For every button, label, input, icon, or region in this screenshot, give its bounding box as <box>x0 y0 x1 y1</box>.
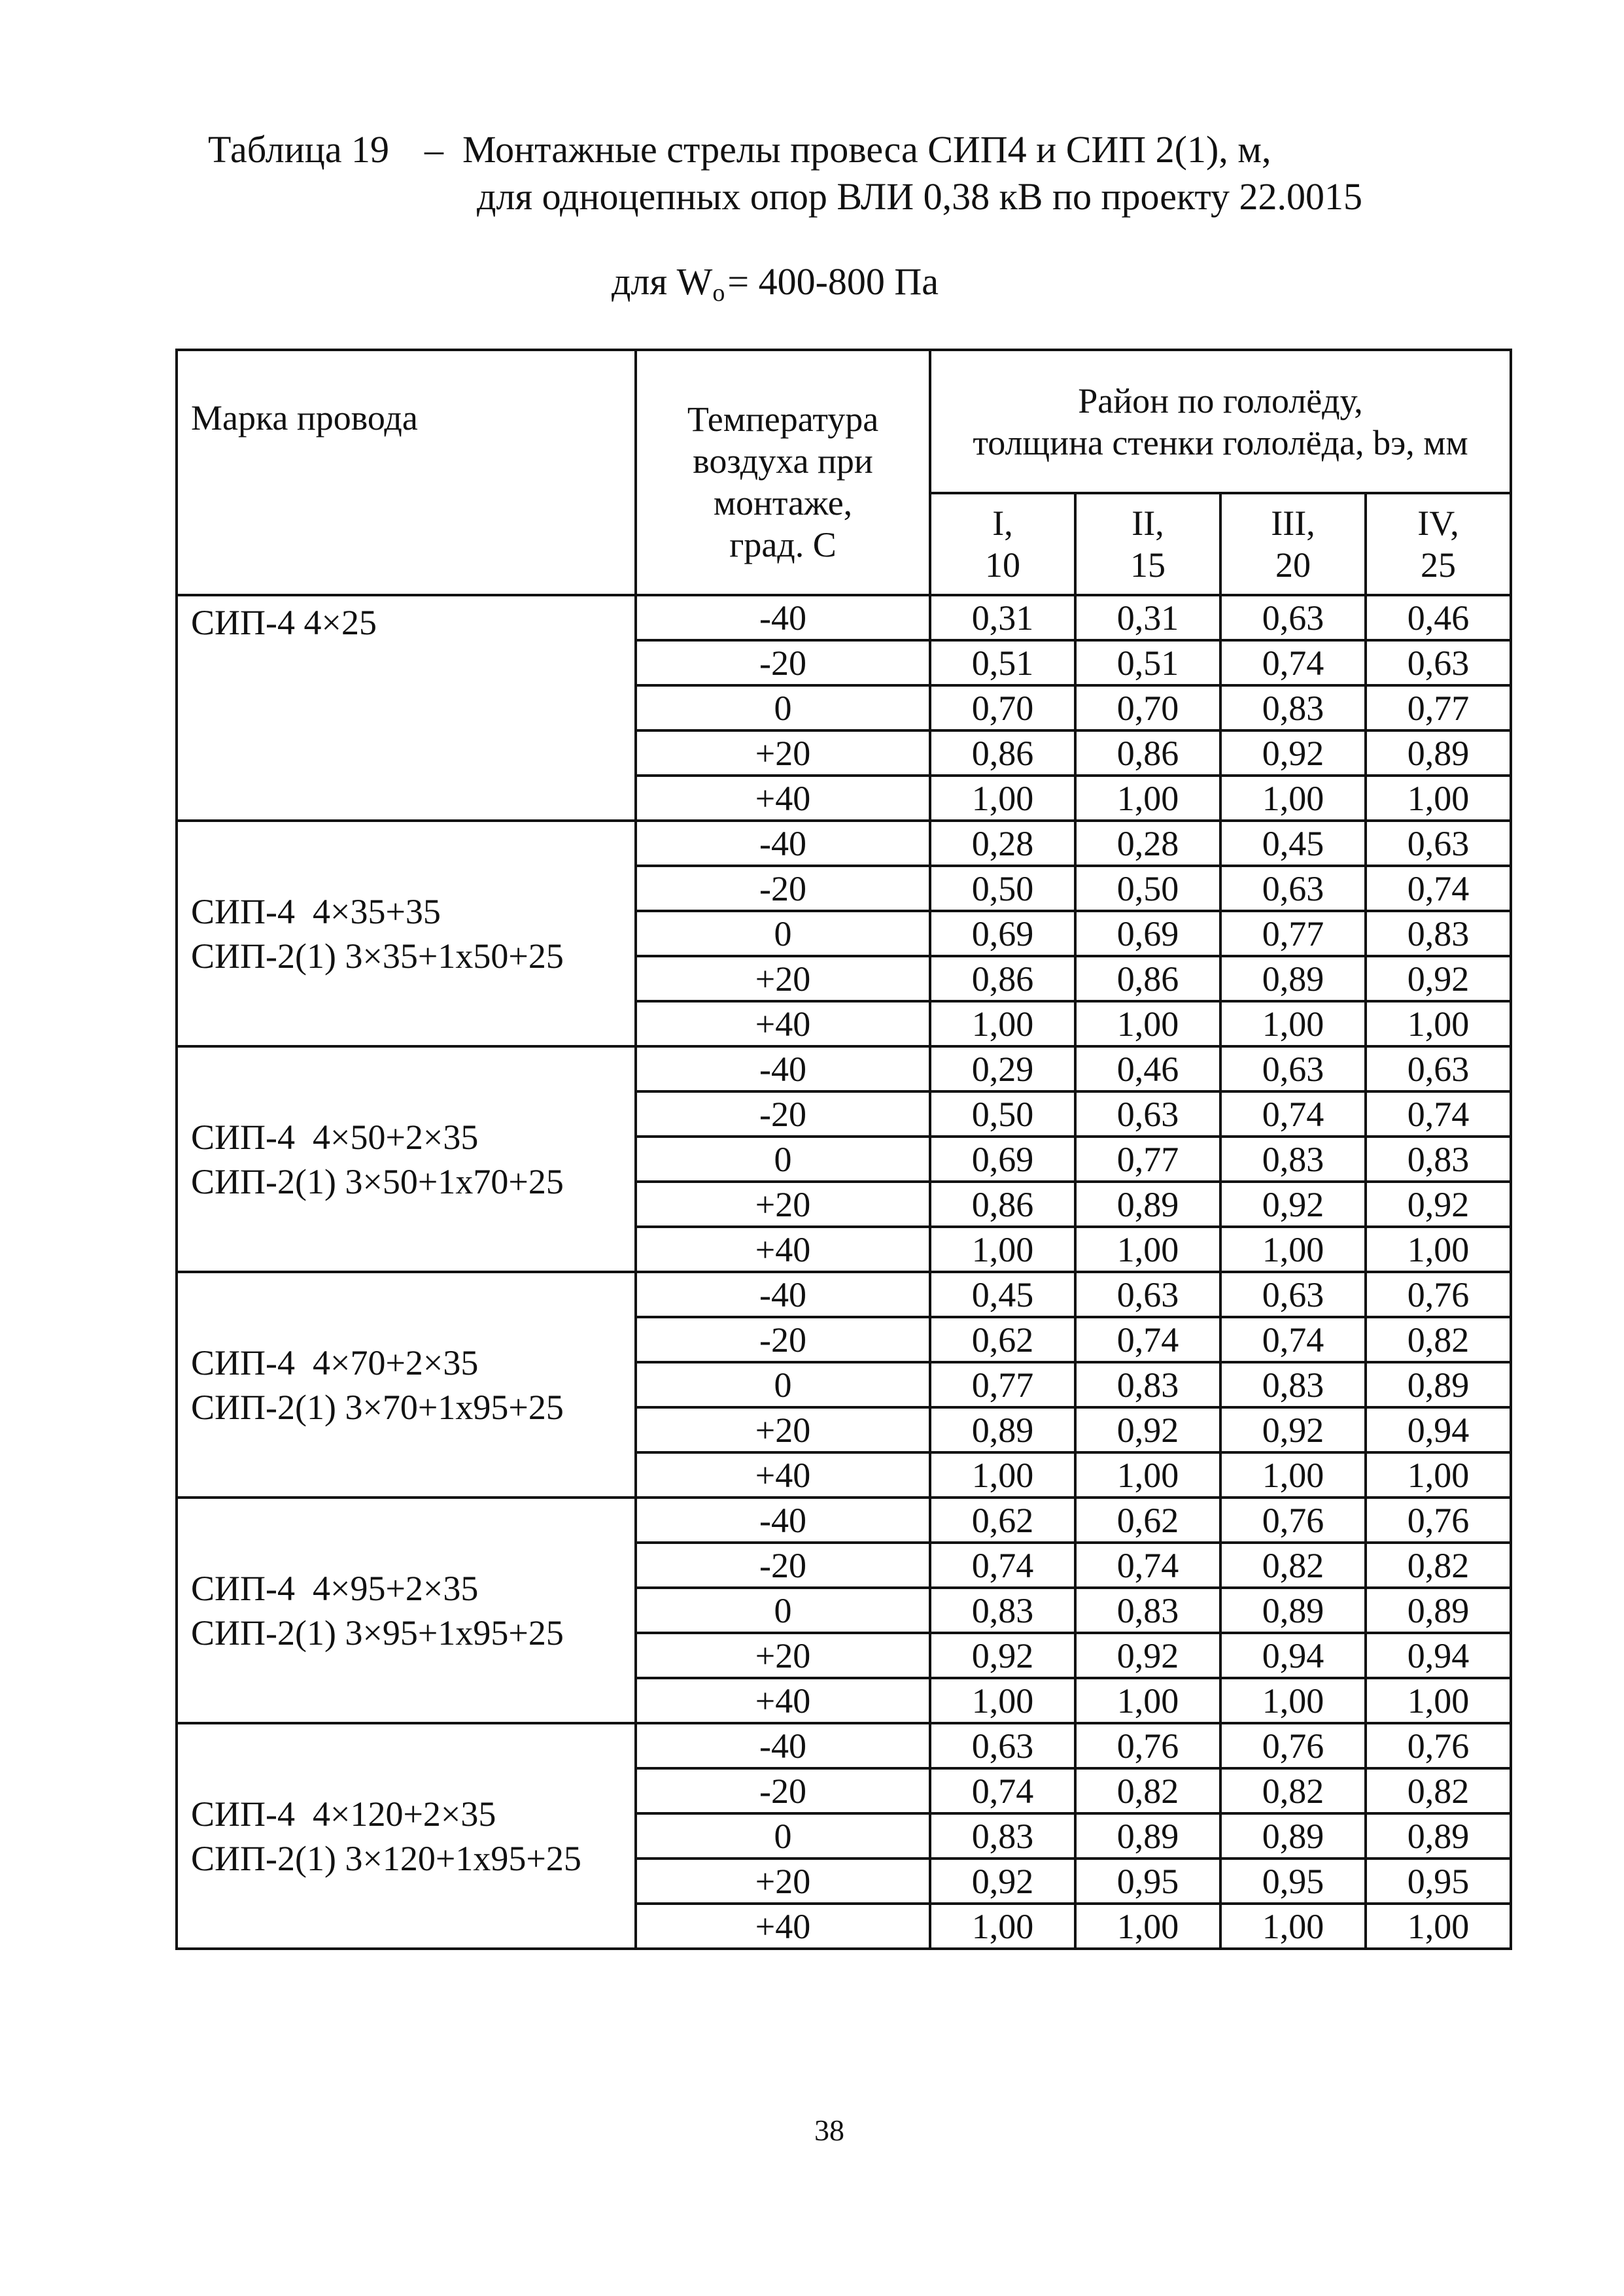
zone-thickness: 25 <box>1421 545 1456 585</box>
temperature-cell: 0 <box>636 1813 930 1859</box>
sag-value-cell: 1,00 <box>930 776 1075 821</box>
sag-value-cell: 0,92 <box>1366 956 1511 1001</box>
sag-value-cell: 0,63 <box>1366 640 1511 685</box>
header-temperature-line: Температура <box>687 400 879 439</box>
sag-value-cell: 0,89 <box>1366 1813 1511 1859</box>
sag-value-cell: 0,89 <box>1220 1588 1366 1633</box>
sag-value-cell: 0,83 <box>1075 1588 1220 1633</box>
sag-value-cell: 0,63 <box>1220 866 1366 911</box>
sag-value-cell: 0,89 <box>1366 1362 1511 1407</box>
header-ice-region <box>930 350 1511 493</box>
sag-value-cell: 0,92 <box>1075 1407 1220 1452</box>
wire-mark-line: СИП-4 4×95+2×35 <box>191 1568 479 1608</box>
temperature-cell: -40 <box>636 595 930 640</box>
temperature-cell: -40 <box>636 1046 930 1091</box>
sag-value-cell: 1,00 <box>1366 776 1511 821</box>
zone-thickness: 20 <box>1275 545 1311 585</box>
sag-value-cell: 1,00 <box>1366 1904 1511 1949</box>
table-row <box>177 595 1511 640</box>
sag-table <box>175 349 1512 1950</box>
sag-value-cell: 0,76 <box>1366 1272 1511 1317</box>
sag-value-cell: 0,82 <box>1366 1768 1511 1813</box>
header-temperature <box>636 350 930 595</box>
temperature-cell: +40 <box>636 776 930 821</box>
temperature-cell: -20 <box>636 1091 930 1137</box>
sag-value-cell: 0,50 <box>930 1091 1075 1137</box>
sag-value-cell: 1,00 <box>1075 1452 1220 1498</box>
sag-value-cell: 1,00 <box>1075 1678 1220 1723</box>
table-row <box>177 1272 1511 1317</box>
sag-value-cell: 0,63 <box>1075 1091 1220 1137</box>
zone-roman: IV, <box>1417 504 1459 543</box>
wire-mark-line: СИП-4 4×50+2×35 <box>191 1117 479 1157</box>
wire-mark-line: СИП-4 4×35+35 <box>191 891 441 931</box>
sag-value-cell: 0,86 <box>930 730 1075 776</box>
header-temperature-line: монтаже, <box>713 483 853 523</box>
sag-value-cell: 0,82 <box>1366 1317 1511 1362</box>
sag-value-cell: 0,74 <box>1220 640 1366 685</box>
sag-value-cell: 0,92 <box>1075 1633 1220 1678</box>
temperature-cell: +20 <box>636 956 930 1001</box>
table-body <box>177 595 1511 1949</box>
header-zone-2 <box>1075 493 1220 595</box>
sag-value-cell: 0,69 <box>930 911 1075 956</box>
temperature-cell: +20 <box>636 1859 930 1904</box>
sag-value-cell: 0,74 <box>1075 1543 1220 1588</box>
temperature-cell: -20 <box>636 1317 930 1362</box>
sag-value-cell: 0,74 <box>930 1768 1075 1813</box>
sag-value-cell: 0,86 <box>930 1182 1075 1227</box>
subtitle-suffix: = 400-800 Па <box>727 260 939 303</box>
temperature-cell: 0 <box>636 1588 930 1633</box>
sag-value-cell: 0,74 <box>930 1543 1075 1588</box>
sag-value-cell: 0,31 <box>930 595 1075 640</box>
sag-value-cell: 0,28 <box>1075 821 1220 866</box>
sag-value-cell: 1,00 <box>1220 1001 1366 1046</box>
caption-title: Монтажные стрелы провеса СИП4 и СИП 2(1), м, <box>462 128 1271 171</box>
sag-value-cell: 0,94 <box>1366 1407 1511 1452</box>
wire-mark-line: СИП-2(1) 3×50+1х70+25 <box>191 1161 564 1201</box>
sag-value-cell: 1,00 <box>1075 1227 1220 1272</box>
sag-value-cell: 0,76 <box>1075 1723 1220 1768</box>
wire-mark-cell <box>177 1272 636 1498</box>
sag-value-cell: 0,94 <box>1366 1633 1511 1678</box>
wire-mark-line: СИП-2(1) 3×70+1х95+25 <box>191 1387 564 1427</box>
sag-value-cell: 0,63 <box>1220 1272 1366 1317</box>
sag-value-cell: 0,74 <box>1366 866 1511 911</box>
sag-value-cell: 0,95 <box>1366 1859 1511 1904</box>
sag-value-cell: 0,51 <box>930 640 1075 685</box>
sag-value-cell: 1,00 <box>930 1452 1075 1498</box>
temperature-cell: -40 <box>636 1498 930 1543</box>
wind-pressure-subtitle <box>612 258 939 317</box>
temperature-cell: +40 <box>636 1227 930 1272</box>
sag-value-cell: 1,00 <box>930 1678 1075 1723</box>
wire-mark-line: СИП-2(1) 3×35+1х50+25 <box>191 936 564 976</box>
sag-value-cell: 0,82 <box>1220 1768 1366 1813</box>
temperature-cell: 0 <box>636 1362 930 1407</box>
sag-value-cell: 0,51 <box>1075 640 1220 685</box>
header-zone-4 <box>1366 493 1511 595</box>
sag-value-cell: 0,83 <box>1220 685 1366 730</box>
temperature-cell: -20 <box>636 1543 930 1588</box>
temperature-cell: -20 <box>636 1768 930 1813</box>
subtitle-prefix: для W <box>612 260 713 303</box>
sag-value-cell: 0,89 <box>1220 1813 1366 1859</box>
sag-value-cell: 0,69 <box>930 1137 1075 1182</box>
sag-value-cell: 0,83 <box>1220 1137 1366 1182</box>
temperature-cell: +40 <box>636 1904 930 1949</box>
sag-value-cell: 0,92 <box>930 1633 1075 1678</box>
zone-roman: I, <box>992 504 1013 543</box>
temperature-cell: +20 <box>636 730 930 776</box>
sag-value-cell: 0,45 <box>1220 821 1366 866</box>
sag-value-cell: 0,45 <box>930 1272 1075 1317</box>
sag-value-cell: 0,63 <box>930 1723 1075 1768</box>
sag-value-cell: 1,00 <box>1366 1001 1511 1046</box>
temperature-cell: -40 <box>636 821 930 866</box>
temperature-cell: -40 <box>636 1272 930 1317</box>
temperature-cell: +20 <box>636 1407 930 1452</box>
sag-value-cell: 1,00 <box>1220 1678 1366 1723</box>
zone-thickness: 10 <box>985 545 1020 585</box>
sag-value-cell: 0,89 <box>1366 1588 1511 1633</box>
sag-value-cell: 0,89 <box>1075 1813 1220 1859</box>
header-region-line: толщина стенки гололёда, bэ, мм <box>973 422 1468 462</box>
caption-label: Таблица 19 <box>208 128 390 171</box>
sag-value-cell: 0,95 <box>1075 1859 1220 1904</box>
caption-line-1 <box>208 126 1362 173</box>
caption-line-2: для одноцепных опор ВЛИ 0,38 кВ по проекту 22.0015 <box>477 175 1362 218</box>
temperature-cell: +40 <box>636 1452 930 1498</box>
header-wire-mark: Марка провода <box>177 350 636 595</box>
sag-value-cell: 0,63 <box>1366 821 1511 866</box>
sag-value-cell: 0,83 <box>1366 911 1511 956</box>
caption-dash: – <box>424 128 443 171</box>
sag-value-cell: 0,83 <box>930 1813 1075 1859</box>
sag-value-cell: 1,00 <box>930 1227 1075 1272</box>
wire-mark-cell <box>177 1498 636 1723</box>
temperature-cell: -20 <box>636 640 930 685</box>
zone-thickness: 15 <box>1130 545 1166 585</box>
sag-value-cell: 0,76 <box>1220 1498 1366 1543</box>
sag-value-cell: 0,92 <box>930 1859 1075 1904</box>
sag-value-cell: 0,92 <box>1220 1182 1366 1227</box>
page-number: 38 <box>814 2114 844 2147</box>
table-row <box>177 821 1511 866</box>
sag-value-cell: 0,69 <box>1075 911 1220 956</box>
sag-value-cell: 0,74 <box>1220 1091 1366 1137</box>
sag-value-cell: 1,00 <box>930 1904 1075 1949</box>
sag-value-cell: 0,86 <box>1075 956 1220 1001</box>
header-region-line: Район по гололёду, <box>1078 381 1363 420</box>
sag-value-cell: 0,50 <box>930 866 1075 911</box>
zone-roman: II, <box>1132 504 1164 543</box>
sag-value-cell: 1,00 <box>1220 1904 1366 1949</box>
sag-value-cell: 0,74 <box>1220 1317 1366 1362</box>
sag-value-cell: 0,28 <box>930 821 1075 866</box>
sag-value-cell: 0,63 <box>1220 1046 1366 1091</box>
header-temperature-line: воздуха при <box>693 441 873 481</box>
sag-value-cell: 0,83 <box>1220 1362 1366 1407</box>
sag-value-cell: 0,74 <box>1366 1091 1511 1137</box>
sag-value-cell: 1,00 <box>1075 1001 1220 1046</box>
sag-value-cell: 0,86 <box>1075 730 1220 776</box>
sag-value-cell: 1,00 <box>1075 776 1220 821</box>
temperature-cell: +40 <box>636 1678 930 1723</box>
sag-value-cell: 0,76 <box>1366 1723 1511 1768</box>
sag-value-cell: 0,50 <box>1075 866 1220 911</box>
temperature-cell: +20 <box>636 1633 930 1678</box>
wire-mark-cell <box>177 1046 636 1272</box>
header-zone-1 <box>930 493 1075 595</box>
sag-value-cell: 0,82 <box>1075 1768 1220 1813</box>
sag-value-cell: 0,86 <box>930 956 1075 1001</box>
sag-value-cell: 1,00 <box>1075 1904 1220 1949</box>
sag-value-cell: 0,31 <box>1075 595 1220 640</box>
sag-value-cell: 0,89 <box>1366 730 1511 776</box>
sag-value-cell: 0,83 <box>930 1588 1075 1633</box>
sag-value-cell: 0,95 <box>1220 1859 1366 1904</box>
sag-value-cell: 0,92 <box>1366 1182 1511 1227</box>
sag-value-cell: 0,63 <box>1075 1272 1220 1317</box>
sag-value-cell: 0,63 <box>1366 1046 1511 1091</box>
sag-value-cell: 0,89 <box>1220 956 1366 1001</box>
wire-mark-line: СИП-2(1) 3×120+1х95+25 <box>191 1838 581 1878</box>
table-caption <box>208 126 1362 220</box>
wire-mark-cell <box>177 821 636 1046</box>
sag-value-cell: 0,77 <box>1075 1137 1220 1182</box>
wire-mark-line: СИП-4 4×70+2×35 <box>191 1343 479 1382</box>
sag-value-cell: 0,94 <box>1220 1633 1366 1678</box>
sag-value-cell: 0,83 <box>1075 1362 1220 1407</box>
sag-value-cell: 0,76 <box>1366 1498 1511 1543</box>
sag-value-cell: 0,46 <box>1366 595 1511 640</box>
sag-value-cell: 0,70 <box>1075 685 1220 730</box>
temperature-cell: -40 <box>636 1723 930 1768</box>
subtitle-subscript: о <box>712 279 725 307</box>
sag-value-cell: 1,00 <box>930 1001 1075 1046</box>
wire-mark-cell <box>177 595 636 821</box>
sag-value-cell: 1,00 <box>1220 1452 1366 1498</box>
temperature-cell: 0 <box>636 685 930 730</box>
temperature-cell: +40 <box>636 1001 930 1046</box>
temperature-cell: +20 <box>636 1182 930 1227</box>
sag-value-cell: 0,82 <box>1220 1543 1366 1588</box>
sag-value-cell: 1,00 <box>1220 1227 1366 1272</box>
sag-value-cell: 1,00 <box>1220 776 1366 821</box>
sag-value-cell: 0,46 <box>1075 1046 1220 1091</box>
sag-value-cell: 0,77 <box>930 1362 1075 1407</box>
temperature-cell: 0 <box>636 911 930 956</box>
sag-value-cell: 1,00 <box>1366 1452 1511 1498</box>
sag-value-cell: 0,89 <box>1075 1182 1220 1227</box>
sag-value-cell: 0,77 <box>1366 685 1511 730</box>
table-row <box>177 1498 1511 1543</box>
temperature-cell: 0 <box>636 1137 930 1182</box>
sag-value-cell: 1,00 <box>1366 1678 1511 1723</box>
sag-value-cell: 0,82 <box>1366 1543 1511 1588</box>
sag-value-cell: 0,63 <box>1220 595 1366 640</box>
sag-value-cell: 0,70 <box>930 685 1075 730</box>
wire-mark-line: СИП-2(1) 3×95+1х95+25 <box>191 1613 564 1653</box>
zone-roman: III, <box>1271 504 1315 543</box>
wire-mark-line: СИП-4 4×120+2×35 <box>191 1794 496 1834</box>
table-header <box>177 350 1511 595</box>
sag-value-cell: 0,62 <box>930 1317 1075 1362</box>
temperature-cell: -20 <box>636 866 930 911</box>
sag-value-cell: 0,77 <box>1220 911 1366 956</box>
wire-mark-cell <box>177 1723 636 1949</box>
wire-mark-line: СИП-4 4×25 <box>191 603 377 642</box>
sag-value-cell: 0,83 <box>1366 1137 1511 1182</box>
table-row <box>177 1046 1511 1091</box>
sag-value-cell: 0,74 <box>1075 1317 1220 1362</box>
sag-value-cell: 0,29 <box>930 1046 1075 1091</box>
sag-value-cell: 0,92 <box>1220 730 1366 776</box>
header-temperature-line: град. С <box>729 525 837 564</box>
sag-value-cell: 1,00 <box>1366 1227 1511 1272</box>
sag-value-cell: 0,62 <box>1075 1498 1220 1543</box>
sag-value-cell: 0,76 <box>1220 1723 1366 1768</box>
table-row <box>177 1723 1511 1768</box>
sag-value-cell: 0,92 <box>1220 1407 1366 1452</box>
header-zone-3 <box>1220 493 1366 595</box>
sag-value-cell: 0,89 <box>930 1407 1075 1452</box>
sag-value-cell: 0,62 <box>930 1498 1075 1543</box>
